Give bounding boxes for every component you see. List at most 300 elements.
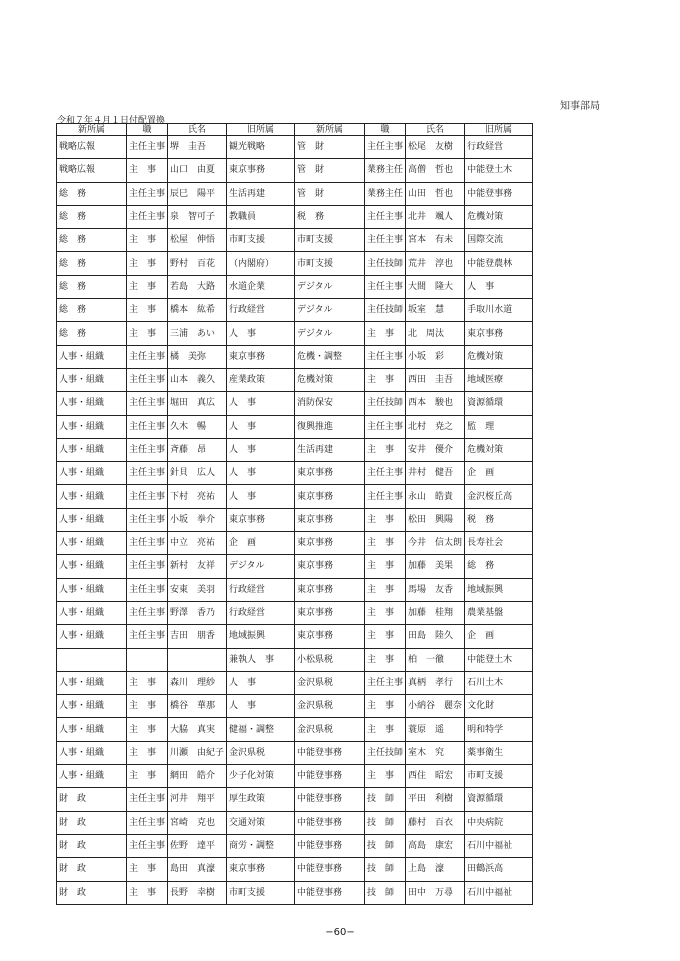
cell-new-dept: 総 務 xyxy=(57,275,127,298)
cell-name-2: 松田 興陽 xyxy=(406,508,465,531)
cell-name-2: 高僧 哲也 xyxy=(406,159,465,182)
cell-name: 堀田 真広 xyxy=(168,392,227,415)
cell-name-2: 室木 究 xyxy=(406,741,465,764)
table-row xyxy=(57,392,533,415)
cell-new-dept: 財 政 xyxy=(57,858,127,881)
table-row xyxy=(57,811,533,834)
cell-new-dept: 人事・組織 xyxy=(57,368,127,391)
cell-prev-dept: 東京事務 xyxy=(227,858,295,881)
cell-new-dept-2: 中能登事務 xyxy=(295,741,365,764)
cell-name-2: 田島 陸久 xyxy=(406,625,465,648)
cell-role-2: 主任主事 xyxy=(365,462,406,485)
table-row xyxy=(57,555,533,578)
table-row xyxy=(57,648,533,671)
table-row xyxy=(57,322,533,345)
table-row xyxy=(57,508,533,531)
cell-role-2: 主 事 xyxy=(365,695,406,718)
cell-role: 主 事 xyxy=(127,275,168,298)
cell-role: 主任主事 xyxy=(127,834,168,857)
cell-role-2: 主 事 xyxy=(365,368,406,391)
cell-prev-dept: 人 事 xyxy=(227,695,295,718)
cell-role: 主 事 xyxy=(127,252,168,275)
cell-new-dept-2: 東京事務 xyxy=(295,508,365,531)
cell-role: 主 事 xyxy=(127,159,168,182)
cell-name: 森川 理紗 xyxy=(168,671,227,694)
cell-name xyxy=(168,648,227,671)
table-header-row xyxy=(57,124,533,136)
cell-role-2: 主 事 xyxy=(365,578,406,601)
cell-prev-dept: 生活再建 xyxy=(227,182,295,205)
cell-role-2: 主任技師 xyxy=(365,299,406,322)
cell-new-dept: 財 政 xyxy=(57,788,127,811)
cell-role-2: 技 師 xyxy=(365,858,406,881)
cell-prev-dept-2: 長寿社会 xyxy=(465,532,533,555)
cell-prev-dept-2: 金沢桜丘高 xyxy=(465,485,533,508)
table-row xyxy=(57,834,533,857)
cell-new-dept: 人事・組織 xyxy=(57,392,127,415)
cell-name-2: 大間 隆大 xyxy=(406,275,465,298)
cell-new-dept-2: 中能登事務 xyxy=(295,788,365,811)
cell-new-dept: 人事・組織 xyxy=(57,508,127,531)
cell-prev-dept-2: 資源循環 xyxy=(465,392,533,415)
cell-role xyxy=(127,648,168,671)
personnel-table xyxy=(56,123,533,905)
cell-name: 河井 翔平 xyxy=(168,788,227,811)
cell-role: 主 事 xyxy=(127,229,168,252)
cell-name: 中立 亮祐 xyxy=(168,532,227,555)
cell-prev-dept: 兼執人 事 xyxy=(227,648,295,671)
cell-new-dept-2: 中能登事務 xyxy=(295,765,365,788)
cell-new-dept: 人事・組織 xyxy=(57,718,127,741)
cell-name-2: 北 周汰 xyxy=(406,322,465,345)
cell-name-2: 小坂 彩 xyxy=(406,345,465,368)
cell-name-2: 加藤 美果 xyxy=(406,555,465,578)
table-row xyxy=(57,462,533,485)
cell-role: 主任主事 xyxy=(127,182,168,205)
cell-prev-dept: 金沢県税 xyxy=(227,741,295,764)
cell-prev-dept: 行政経営 xyxy=(227,601,295,624)
table-row xyxy=(57,765,533,788)
cell-prev-dept-2: 石川土木 xyxy=(465,671,533,694)
cell-role: 主任主事 xyxy=(127,788,168,811)
cell-new-dept: 人事・組織 xyxy=(57,462,127,485)
cell-name-2: 馬場 友香 xyxy=(406,578,465,601)
cell-prev-dept-2: 薬事衛生 xyxy=(465,741,533,764)
cell-role: 主任主事 xyxy=(127,601,168,624)
cell-new-dept: 総 務 xyxy=(57,205,127,228)
cell-name-2: 宮本 有未 xyxy=(406,229,465,252)
cell-prev-dept: 人 事 xyxy=(227,392,295,415)
cell-new-dept-2: 金沢県税 xyxy=(295,671,365,694)
cell-new-dept-2: 消防保安 xyxy=(295,392,365,415)
cell-role: 主 事 xyxy=(127,671,168,694)
cell-new-dept-2: 生活再建 xyxy=(295,438,365,461)
cell-role: 主任主事 xyxy=(127,345,168,368)
cell-prev-dept-2: 資源循環 xyxy=(465,788,533,811)
cell-role-2: 技 師 xyxy=(365,788,406,811)
cell-new-dept: 戦略広報 xyxy=(57,159,127,182)
cell-new-dept: 人事・組織 xyxy=(57,532,127,555)
cell-role-2: 主任主事 xyxy=(365,275,406,298)
table-row xyxy=(57,368,533,391)
cell-new-dept-2: 中能登事務 xyxy=(295,834,365,857)
cell-name-2: 上島 濠 xyxy=(406,858,465,881)
cell-role: 主任主事 xyxy=(127,508,168,531)
cell-prev-dept-2: 地域医療 xyxy=(465,368,533,391)
cell-role: 主任主事 xyxy=(127,368,168,391)
cell-name: 長野 幸樹 xyxy=(168,881,227,904)
cell-prev-dept-2: 危機対策 xyxy=(465,205,533,228)
cell-new-dept-2: 東京事務 xyxy=(295,462,365,485)
cell-role-2: 技 師 xyxy=(365,811,406,834)
cell-new-dept-2: 税 務 xyxy=(295,205,365,228)
cell-prev-dept-2: 中能登農林 xyxy=(465,252,533,275)
cell-new-dept-2: 復興推進 xyxy=(295,415,365,438)
cell-role: 主任主事 xyxy=(127,462,168,485)
table-row xyxy=(57,578,533,601)
cell-new-dept: 人事・組織 xyxy=(57,601,127,624)
cell-prev-dept-2: 中能登土木 xyxy=(465,159,533,182)
cell-new-dept-2: 市町支援 xyxy=(295,252,365,275)
page-number: −60− xyxy=(325,927,355,938)
table-row xyxy=(57,415,533,438)
cell-name: 斉藤 昂 xyxy=(168,438,227,461)
cell-role: 主 事 xyxy=(127,322,168,345)
cell-prev-dept: 産業政策 xyxy=(227,368,295,391)
table-row xyxy=(57,205,533,228)
cell-role: 主任主事 xyxy=(127,136,168,159)
cell-new-dept: 戦略広報 xyxy=(57,136,127,159)
cell-role: 主 事 xyxy=(127,299,168,322)
cell-new-dept-2: 市町支援 xyxy=(295,229,365,252)
cell-role: 主任主事 xyxy=(127,555,168,578)
cell-name-2: 永山 皓貴 xyxy=(406,485,465,508)
table-row xyxy=(57,229,533,252)
cell-prev-dept: 行政経営 xyxy=(227,299,295,322)
table-row xyxy=(57,182,533,205)
document-title: 令和７年４月１日付配置換 xyxy=(57,116,166,126)
table-row xyxy=(57,252,533,275)
cell-role: 主任主事 xyxy=(127,392,168,415)
cell-new-dept-2: 管 財 xyxy=(295,159,365,182)
table-row xyxy=(57,299,533,322)
cell-name: 佐野 達平 xyxy=(168,834,227,857)
cell-name-2: 西本 駿也 xyxy=(406,392,465,415)
cell-prev-dept: 健福・調整 xyxy=(227,718,295,741)
cell-name-2: 西住 昭宏 xyxy=(406,765,465,788)
cell-new-dept-2: 金沢県税 xyxy=(295,695,365,718)
cell-role-2: 技 師 xyxy=(365,881,406,904)
cell-name-2: 真柄 孝行 xyxy=(406,671,465,694)
cell-name: 山本 義久 xyxy=(168,368,227,391)
cell-prev-dept-2: 企 画 xyxy=(465,625,533,648)
col-header-prev-dept: 旧所属 xyxy=(227,124,295,136)
cell-role-2: 業務主任 xyxy=(365,182,406,205)
cell-prev-dept-2: 手取川水道 xyxy=(465,299,533,322)
cell-new-dept: 人事・組織 xyxy=(57,578,127,601)
cell-new-dept-2: 危機対策 xyxy=(295,368,365,391)
cell-prev-dept: 厚生政策 xyxy=(227,788,295,811)
cell-name-2: 北村 尭之 xyxy=(406,415,465,438)
cell-name-2: 柏 一徹 xyxy=(406,648,465,671)
cell-name: 小坂 拳介 xyxy=(168,508,227,531)
col-header-prev-dept-2: 旧所属 xyxy=(465,124,533,136)
cell-prev-dept: 人 事 xyxy=(227,415,295,438)
cell-prev-dept: 市町支援 xyxy=(227,881,295,904)
cell-new-dept-2: デジタル xyxy=(295,275,365,298)
cell-name-2: 荒井 淳也 xyxy=(406,252,465,275)
cell-role-2: 主任主事 xyxy=(365,671,406,694)
cell-prev-dept: 水道企業 xyxy=(227,275,295,298)
cell-prev-dept: 東京事務 xyxy=(227,345,295,368)
cell-new-dept: 人事・組織 xyxy=(57,485,127,508)
cell-new-dept: 人事・組織 xyxy=(57,695,127,718)
cell-new-dept: 人事・組織 xyxy=(57,765,127,788)
cell-prev-dept-2: 田鶴浜高 xyxy=(465,858,533,881)
cell-role: 主任主事 xyxy=(127,438,168,461)
col-header-new-dept-2: 新所属 xyxy=(295,124,365,136)
cell-name-2: 今井 信太朗 xyxy=(406,532,465,555)
cell-prev-dept-2: 中能登土木 xyxy=(465,648,533,671)
cell-prev-dept-2: 行政経営 xyxy=(465,136,533,159)
cell-name: 野村 百花 xyxy=(168,252,227,275)
cell-new-dept: 人事・組織 xyxy=(57,741,127,764)
cell-role-2: 主 事 xyxy=(365,322,406,345)
cell-name: 泉 智可子 xyxy=(168,205,227,228)
cell-prev-dept-2: 人 事 xyxy=(465,275,533,298)
cell-role-2: 主任主事 xyxy=(365,345,406,368)
cell-prev-dept: 観光戦略 xyxy=(227,136,295,159)
cell-role-2: 主任主事 xyxy=(365,136,406,159)
cell-name: 島田 真濠 xyxy=(168,858,227,881)
cell-new-dept: 人事・組織 xyxy=(57,625,127,648)
cell-role-2: 主 事 xyxy=(365,718,406,741)
col-header-name-2: 氏名 xyxy=(406,124,465,136)
cell-role-2: 主 事 xyxy=(365,532,406,555)
cell-name: 川瀬 由紀子 xyxy=(168,741,227,764)
cell-role-2: 主 事 xyxy=(365,765,406,788)
cell-name: 若島 大路 xyxy=(168,275,227,298)
cell-new-dept-2: 中能登事務 xyxy=(295,811,365,834)
cell-role: 主 事 xyxy=(127,881,168,904)
cell-prev-dept-2: 文化財 xyxy=(465,695,533,718)
cell-name: 下村 亮祐 xyxy=(168,485,227,508)
cell-role-2: 技 師 xyxy=(365,834,406,857)
cell-prev-dept-2: 明和特学 xyxy=(465,718,533,741)
cell-name-2: 蓑原 遥 xyxy=(406,718,465,741)
department-label: 知事部局 xyxy=(560,101,600,112)
cell-prev-dept-2: 監 理 xyxy=(465,415,533,438)
cell-prev-dept-2: 石川中福祉 xyxy=(465,834,533,857)
cell-name-2: 小納谷 麗奈 xyxy=(406,695,465,718)
cell-new-dept-2: 東京事務 xyxy=(295,555,365,578)
table-row xyxy=(57,136,533,159)
cell-role-2: 主任主事 xyxy=(365,485,406,508)
cell-prev-dept: 人 事 xyxy=(227,462,295,485)
cell-new-dept-2: 管 財 xyxy=(295,182,365,205)
cell-name-2: 松尾 友樹 xyxy=(406,136,465,159)
cell-role-2: 主任技師 xyxy=(365,392,406,415)
table-row xyxy=(57,788,533,811)
table-row xyxy=(57,695,533,718)
cell-name-2: 加藤 桂翔 xyxy=(406,601,465,624)
cell-prev-dept: 人 事 xyxy=(227,485,295,508)
cell-prev-dept-2: 総 務 xyxy=(465,555,533,578)
cell-role-2: 業務主任 xyxy=(365,159,406,182)
cell-name-2: 安井 優介 xyxy=(406,438,465,461)
cell-prev-dept: 人 事 xyxy=(227,671,295,694)
cell-name-2: 坂室 慧 xyxy=(406,299,465,322)
cell-role: 主 事 xyxy=(127,718,168,741)
cell-role: 主任主事 xyxy=(127,532,168,555)
cell-role-2: 主 事 xyxy=(365,438,406,461)
cell-new-dept: 総 務 xyxy=(57,299,127,322)
cell-name: 山口 由夏 xyxy=(168,159,227,182)
cell-prev-dept-2: 中央病院 xyxy=(465,811,533,834)
cell-new-dept-2: 東京事務 xyxy=(295,625,365,648)
cell-prev-dept-2: 企 画 xyxy=(465,462,533,485)
cell-new-dept-2: 危機・調整 xyxy=(295,345,365,368)
table-row xyxy=(57,741,533,764)
col-header-role: 職 xyxy=(127,124,168,136)
cell-role: 主 事 xyxy=(127,741,168,764)
cell-name: 新村 友祥 xyxy=(168,555,227,578)
cell-role-2: 主 事 xyxy=(365,625,406,648)
cell-role-2: 主任主事 xyxy=(365,229,406,252)
cell-name: 安東 美羽 xyxy=(168,578,227,601)
table-row xyxy=(57,159,533,182)
cell-prev-dept-2: 危機対策 xyxy=(465,345,533,368)
cell-new-dept-2: デジタル xyxy=(295,322,365,345)
cell-name-2: 西田 圭吾 xyxy=(406,368,465,391)
cell-name: 三浦 あい xyxy=(168,322,227,345)
cell-prev-dept: 人 事 xyxy=(227,322,295,345)
cell-role-2: 主任技師 xyxy=(365,252,406,275)
cell-prev-dept: デジタル xyxy=(227,555,295,578)
cell-name: 吉田 朋香 xyxy=(168,625,227,648)
cell-prev-dept: 地域振興 xyxy=(227,625,295,648)
cell-new-dept-2: 中能登事務 xyxy=(295,858,365,881)
cell-prev-dept: 市町支援 xyxy=(227,229,295,252)
cell-prev-dept-2: 地域振興 xyxy=(465,578,533,601)
cell-role: 主任主事 xyxy=(127,625,168,648)
cell-new-dept: 人事・組織 xyxy=(57,555,127,578)
cell-new-dept-2: 東京事務 xyxy=(295,601,365,624)
cell-prev-dept: 行政経営 xyxy=(227,578,295,601)
cell-prev-dept-2: 市町支援 xyxy=(465,765,533,788)
cell-new-dept: 財 政 xyxy=(57,881,127,904)
col-header-role-2: 職 xyxy=(365,124,406,136)
cell-new-dept-2: 管 財 xyxy=(295,136,365,159)
cell-role-2: 主任主事 xyxy=(365,415,406,438)
cell-new-dept: 人事・組織 xyxy=(57,671,127,694)
cell-name: 宮崎 克也 xyxy=(168,811,227,834)
cell-role-2: 主 事 xyxy=(365,648,406,671)
cell-name-2: 高島 康宏 xyxy=(406,834,465,857)
cell-prev-dept: 交通対策 xyxy=(227,811,295,834)
cell-name: 辰巳 陽平 xyxy=(168,182,227,205)
cell-new-dept: 財 政 xyxy=(57,834,127,857)
col-header-name: 氏名 xyxy=(168,124,227,136)
cell-new-dept-2: 東京事務 xyxy=(295,532,365,555)
cell-prev-dept: 東京事務 xyxy=(227,508,295,531)
cell-name: 堺 圭吾 xyxy=(168,136,227,159)
cell-name: 網田 皓介 xyxy=(168,765,227,788)
cell-name: 松屋 伸悟 xyxy=(168,229,227,252)
cell-role: 主任主事 xyxy=(127,578,168,601)
table-row xyxy=(57,532,533,555)
cell-role-2: 主 事 xyxy=(365,555,406,578)
table-row xyxy=(57,671,533,694)
cell-role: 主任主事 xyxy=(127,811,168,834)
cell-name-2: 北井 颯人 xyxy=(406,205,465,228)
cell-prev-dept: 商労・調整 xyxy=(227,834,295,857)
cell-role: 主 事 xyxy=(127,858,168,881)
cell-name: 野澤 香乃 xyxy=(168,601,227,624)
cell-name: 橘 美弥 xyxy=(168,345,227,368)
cell-new-dept-2: 金沢県税 xyxy=(295,718,365,741)
cell-prev-dept-2: 国際交流 xyxy=(465,229,533,252)
table-row xyxy=(57,625,533,648)
cell-role-2: 主任主事 xyxy=(365,205,406,228)
cell-name-2: 平田 利樹 xyxy=(406,788,465,811)
cell-name: 橋本 紘希 xyxy=(168,299,227,322)
cell-prev-dept: 教職員 xyxy=(227,205,295,228)
cell-role: 主 事 xyxy=(127,695,168,718)
cell-new-dept: 人事・組織 xyxy=(57,345,127,368)
table-row xyxy=(57,345,533,368)
cell-prev-dept-2: 石川中福祉 xyxy=(465,881,533,904)
cell-new-dept: 総 務 xyxy=(57,322,127,345)
cell-prev-dept: 人 事 xyxy=(227,438,295,461)
table-row xyxy=(57,601,533,624)
cell-new-dept-2: デジタル xyxy=(295,299,365,322)
cell-role-2: 主 事 xyxy=(365,601,406,624)
cell-new-dept: 総 務 xyxy=(57,182,127,205)
cell-prev-dept-2: 税 務 xyxy=(465,508,533,531)
cell-new-dept: 人事・組織 xyxy=(57,415,127,438)
cell-new-dept-2: 小松県税 xyxy=(295,648,365,671)
table-row xyxy=(57,275,533,298)
col-header-new-dept: 新所属 xyxy=(57,124,127,136)
table-row xyxy=(57,858,533,881)
table-row xyxy=(57,718,533,741)
cell-name-2: 藤村 百衣 xyxy=(406,811,465,834)
cell-role: 主任主事 xyxy=(127,205,168,228)
cell-name-2: 井村 健吾 xyxy=(406,462,465,485)
cell-name: 久木 暢 xyxy=(168,415,227,438)
cell-prev-dept-2: 東京事務 xyxy=(465,322,533,345)
cell-role: 主任主事 xyxy=(127,485,168,508)
cell-name-2: 田中 万尋 xyxy=(406,881,465,904)
cell-prev-dept: 企 画 xyxy=(227,532,295,555)
cell-new-dept: 財 政 xyxy=(57,811,127,834)
cell-prev-dept: 東京事務 xyxy=(227,159,295,182)
cell-new-dept xyxy=(57,648,127,671)
table-row xyxy=(57,438,533,461)
cell-name: 橋谷 華那 xyxy=(168,695,227,718)
cell-role: 主 事 xyxy=(127,765,168,788)
cell-prev-dept-2: 農業基盤 xyxy=(465,601,533,624)
cell-role-2: 主任技師 xyxy=(365,741,406,764)
cell-new-dept-2: 東京事務 xyxy=(295,485,365,508)
cell-prev-dept-2: 中能登事務 xyxy=(465,182,533,205)
cell-new-dept-2: 中能登事務 xyxy=(295,881,365,904)
cell-name-2: 山田 哲也 xyxy=(406,182,465,205)
cell-prev-dept: （内閣府） xyxy=(227,252,295,275)
cell-role-2: 主 事 xyxy=(365,508,406,531)
cell-new-dept: 総 務 xyxy=(57,252,127,275)
